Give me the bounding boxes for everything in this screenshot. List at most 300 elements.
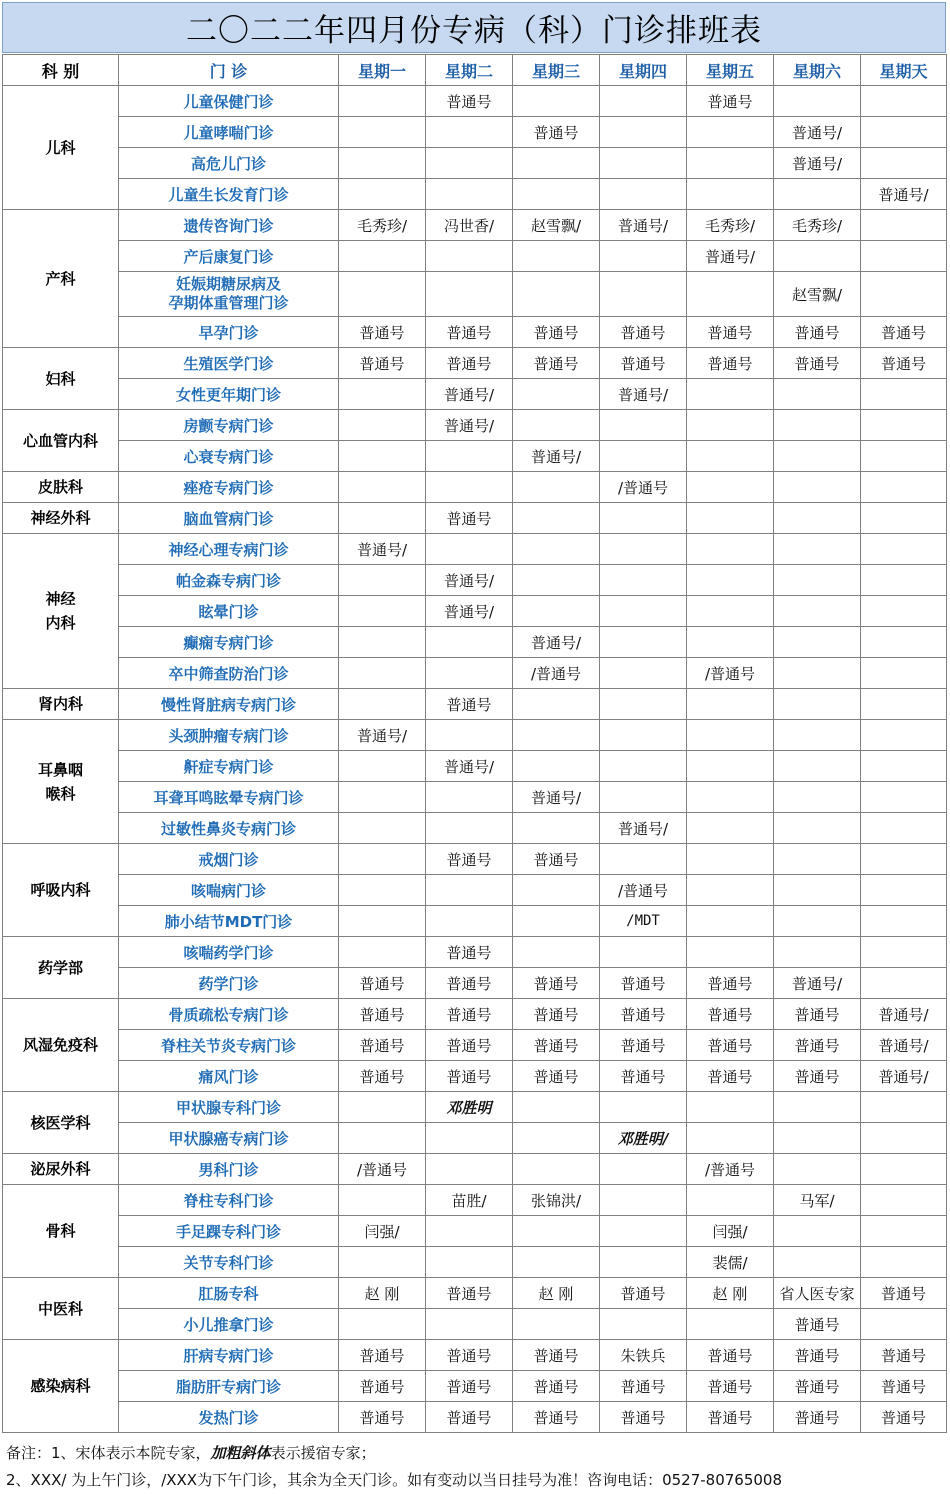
schedule-body xyxy=(3,86,947,1433)
schedule-cell-thu: 普通号 xyxy=(600,1402,687,1433)
schedule-cell-thu xyxy=(600,720,687,751)
clinic-name: 脂肪肝专病门诊 xyxy=(119,1371,339,1402)
schedule-cell-thu xyxy=(600,751,687,782)
schedule-cell-mon xyxy=(339,751,426,782)
schedule-cell-fri xyxy=(687,410,774,441)
schedule-cell-thu: 普通号 xyxy=(600,1371,687,1402)
table-row xyxy=(3,1061,947,1092)
schedule-cell-fri: 普通号 xyxy=(687,317,774,348)
table-row xyxy=(3,937,947,968)
schedule-cell-sat xyxy=(774,1247,861,1278)
table-row xyxy=(3,1123,947,1154)
schedule-cell-wed xyxy=(513,1154,600,1185)
schedule-cell-sat xyxy=(774,565,861,596)
schedule-cell-sat: 普通号 xyxy=(774,1030,861,1061)
schedule-cell-wed xyxy=(513,1309,600,1340)
schedule-cell-sun xyxy=(861,86,947,117)
schedule-cell-sun xyxy=(861,596,947,627)
table-row xyxy=(3,210,947,241)
schedule-cell-mon xyxy=(339,1309,426,1340)
schedule-cell-sun: 普通号 xyxy=(861,317,947,348)
schedule-cell-wed: 赵 刚 xyxy=(513,1278,600,1309)
table-row xyxy=(3,86,947,117)
schedule-cell-sun xyxy=(861,410,947,441)
table-row xyxy=(3,658,947,689)
schedule-cell-tue xyxy=(426,720,513,751)
schedule-cell-thu: 普通号 xyxy=(600,1278,687,1309)
schedule-cell-sun xyxy=(861,782,947,813)
schedule-cell-wed xyxy=(513,937,600,968)
table-row xyxy=(3,410,947,441)
clinic-name: 痛风门诊 xyxy=(119,1061,339,1092)
schedule-cell-mon xyxy=(339,596,426,627)
schedule-cell-tue xyxy=(426,658,513,689)
schedule-cell-fri xyxy=(687,906,774,937)
clinic-name: 神经心理专病门诊 xyxy=(119,534,339,565)
clinic-name: 脊柱关节炎专病门诊 xyxy=(119,1030,339,1061)
day-header-mon: 星期一 xyxy=(339,55,426,86)
clinic-name: 骨质疏松专病门诊 xyxy=(119,999,339,1030)
schedule-cell-fri: 普通号 xyxy=(687,968,774,999)
schedule-cell-tue: 普通号 xyxy=(426,317,513,348)
clinic-name: 房颤专病门诊 xyxy=(119,410,339,441)
dept-cell: 妇科 xyxy=(3,348,119,410)
schedule-cell-fri: /普通号 xyxy=(687,1154,774,1185)
clinic-name: 眩晕门诊 xyxy=(119,596,339,627)
schedule-cell-wed: 普通号 xyxy=(513,968,600,999)
schedule-cell-mon: 普通号 xyxy=(339,1030,426,1061)
schedule-cell-fri xyxy=(687,503,774,534)
schedule-cell-sat xyxy=(774,472,861,503)
schedule-cell-thu xyxy=(600,1092,687,1123)
schedule-cell-thu xyxy=(600,1216,687,1247)
schedule-cell-sun: 普通号 xyxy=(861,1340,947,1371)
schedule-cell-wed xyxy=(513,503,600,534)
schedule-cell-thu xyxy=(600,1154,687,1185)
schedule-cell-sun xyxy=(861,844,947,875)
schedule-cell-thu xyxy=(600,410,687,441)
schedule-cell-sat xyxy=(774,813,861,844)
schedule-cell-sun xyxy=(861,658,947,689)
clinic-name: 戒烟门诊 xyxy=(119,844,339,875)
schedule-cell-thu xyxy=(600,844,687,875)
schedule-cell-thu xyxy=(600,272,687,317)
day-header-tue: 星期二 xyxy=(426,55,513,86)
dept-cell: 泌尿外科 xyxy=(3,1154,119,1185)
schedule-cell-sat: 普通号/ xyxy=(774,968,861,999)
schedule-cell-mon: 普通号/ xyxy=(339,720,426,751)
note-line-1-prefix: 备注：1、宋体表示本院专家， xyxy=(6,1444,211,1462)
schedule-cell-tue xyxy=(426,627,513,658)
table-row xyxy=(3,534,947,565)
clinic-name: 耳聋耳鸣眩晕专病门诊 xyxy=(119,782,339,813)
schedule-cell-thu xyxy=(600,1247,687,1278)
table-row xyxy=(3,148,947,179)
schedule-cell-mon: 普通号 xyxy=(339,1340,426,1371)
schedule-cell-mon: 毛秀珍/ xyxy=(339,210,426,241)
schedule-cell-sun xyxy=(861,503,947,534)
schedule-cell-mon xyxy=(339,937,426,968)
schedule-cell-mon xyxy=(339,813,426,844)
schedule-cell-mon xyxy=(339,627,426,658)
clinic-name: 儿童保健门诊 xyxy=(119,86,339,117)
schedule-cell-mon xyxy=(339,148,426,179)
schedule-cell-wed: 普通号 xyxy=(513,1371,600,1402)
schedule-cell-sat xyxy=(774,1216,861,1247)
day-header-sun: 星期天 xyxy=(861,55,947,86)
schedule-cell-wed: 普通号/ xyxy=(513,627,600,658)
schedule-cell-tue xyxy=(426,1154,513,1185)
clinic-name: 肛肠专科 xyxy=(119,1278,339,1309)
table-row xyxy=(3,348,947,379)
schedule-cell-tue xyxy=(426,272,513,317)
schedule-cell-tue: 普通号/ xyxy=(426,565,513,596)
dept-cell: 感染病科 xyxy=(3,1340,119,1433)
schedule-cell-mon xyxy=(339,565,426,596)
schedule-cell-tue xyxy=(426,875,513,906)
schedule-cell-wed xyxy=(513,875,600,906)
schedule-cell-sun xyxy=(861,1216,947,1247)
table-row xyxy=(3,813,947,844)
schedule-cell-wed: 普通号 xyxy=(513,317,600,348)
table-row xyxy=(3,1185,947,1216)
schedule-cell-tue xyxy=(426,813,513,844)
schedule-cell-sat: 普通号/ xyxy=(774,117,861,148)
schedule-cell-sun xyxy=(861,1092,947,1123)
schedule-cell-wed xyxy=(513,1247,600,1278)
note-line-2: 2、XXX/ 为上午门诊，/XXX为下午门诊，其余为全天门诊。如有变动以当日挂号为准！咨询电话：0527-80765008 xyxy=(6,1471,783,1489)
schedule-cell-tue: 冯世香/ xyxy=(426,210,513,241)
schedule-cell-mon xyxy=(339,844,426,875)
schedule-cell-sun xyxy=(861,565,947,596)
clinic-name: 脊柱专科门诊 xyxy=(119,1185,339,1216)
schedule-cell-sun xyxy=(861,272,947,317)
schedule-cell-sat xyxy=(774,720,861,751)
schedule-cell-sun xyxy=(861,534,947,565)
schedule-cell-thu xyxy=(600,148,687,179)
table-row xyxy=(3,782,947,813)
schedule-cell-fri: 普通号 xyxy=(687,1061,774,1092)
clinic-name: 脑血管病门诊 xyxy=(119,503,339,534)
dept-cell: 心血管内科 xyxy=(3,410,119,472)
table-row xyxy=(3,1216,947,1247)
schedule-cell-fri: /普通号 xyxy=(687,658,774,689)
schedule-cell-tue xyxy=(426,534,513,565)
schedule-cell-sat xyxy=(774,844,861,875)
clinic-name xyxy=(119,272,339,317)
table-row xyxy=(3,1340,947,1371)
schedule-cell-sat: 普通号 xyxy=(774,1309,861,1340)
schedule-cell-sat xyxy=(774,1123,861,1154)
schedule-cell-thu: 普通号 xyxy=(600,317,687,348)
schedule-cell-sat xyxy=(774,875,861,906)
schedule-cell-tue: 普通号/ xyxy=(426,379,513,410)
schedule-cell-thu xyxy=(600,596,687,627)
clinic-name: 儿童哮喘门诊 xyxy=(119,117,339,148)
dept-name-line: 神经 xyxy=(45,590,76,608)
schedule-cell-sat xyxy=(774,1092,861,1123)
clinic-name: 鼾症专病门诊 xyxy=(119,751,339,782)
clinic-name: 过敏性鼻炎专病门诊 xyxy=(119,813,339,844)
schedule-cell-sun xyxy=(861,472,947,503)
schedule-cell-mon xyxy=(339,117,426,148)
schedule-cell-mon xyxy=(339,875,426,906)
schedule-cell-thu: 朱铁兵 xyxy=(600,1340,687,1371)
schedule-cell-fri xyxy=(687,379,774,410)
schedule-cell-wed xyxy=(513,241,600,272)
schedule-cell-wed xyxy=(513,379,600,410)
clinic-name: 帕金森专病门诊 xyxy=(119,565,339,596)
clinic-name: 高危儿门诊 xyxy=(119,148,339,179)
schedule-cell-fri xyxy=(687,534,774,565)
table-row xyxy=(3,317,947,348)
schedule-cell-fri xyxy=(687,1092,774,1123)
schedule-cell-mon xyxy=(339,906,426,937)
schedule-cell-wed: 普通号 xyxy=(513,844,600,875)
schedule-cell-thu: 普通号 xyxy=(600,1030,687,1061)
schedule-cell-wed: 赵雪飘/ xyxy=(513,210,600,241)
table-row xyxy=(3,379,947,410)
table-row xyxy=(3,565,947,596)
schedule-cell-sat xyxy=(774,751,861,782)
schedule-cell-fri xyxy=(687,627,774,658)
schedule-cell-thu xyxy=(600,1185,687,1216)
table-row xyxy=(3,751,947,782)
schedule-cell-fri xyxy=(687,937,774,968)
schedule-cell-tue: 普通号 xyxy=(426,937,513,968)
schedule-cell-sat xyxy=(774,241,861,272)
table-row xyxy=(3,875,947,906)
schedule-cell-thu xyxy=(600,658,687,689)
clinic-name: 心衰专病门诊 xyxy=(119,441,339,472)
schedule-cell-wed: 普通号 xyxy=(513,117,600,148)
schedule-cell-thu xyxy=(600,86,687,117)
schedule-cell-mon xyxy=(339,689,426,720)
schedule-cell-tue xyxy=(426,782,513,813)
schedule-cell-tue: 普通号 xyxy=(426,999,513,1030)
schedule-cell-wed xyxy=(513,472,600,503)
table-row xyxy=(3,1371,947,1402)
schedule-cell-sat xyxy=(774,627,861,658)
schedule-cell-fri: 普通号/ xyxy=(687,241,774,272)
schedule-cell-sun: 普通号 xyxy=(861,1371,947,1402)
schedule-cell-wed xyxy=(513,1123,600,1154)
page-title: 二〇二二年四月份专病（科）门诊排班表 xyxy=(2,2,946,53)
schedule-cell-wed xyxy=(513,272,600,317)
schedule-cell-wed: 普通号/ xyxy=(513,782,600,813)
schedule-cell-sun xyxy=(861,720,947,751)
schedule-cell-wed: 普通号 xyxy=(513,1061,600,1092)
clinic-name: 癫痫专病门诊 xyxy=(119,627,339,658)
schedule-cell-sun: 普通号 xyxy=(861,1278,947,1309)
schedule-cell-sat xyxy=(774,503,861,534)
schedule-cell-sat xyxy=(774,689,861,720)
schedule-cell-tue: 普通号 xyxy=(426,86,513,117)
table-row xyxy=(3,689,947,720)
dept-name-line: 耳鼻咽 xyxy=(37,760,83,779)
clinic-name-line: 孕期体重管理门诊 xyxy=(168,294,289,312)
clinic-name: 小儿推拿门诊 xyxy=(119,1309,339,1340)
schedule-cell-mon: 普通号/ xyxy=(339,534,426,565)
schedule-cell-mon xyxy=(339,1247,426,1278)
dept-cell: 骨科 xyxy=(3,1185,119,1278)
schedule-cell-mon: 赵 刚 xyxy=(339,1278,426,1309)
clinic-name: 男科门诊 xyxy=(119,1154,339,1185)
schedule-cell-sun xyxy=(861,241,947,272)
clinic-name: 药学门诊 xyxy=(119,968,339,999)
schedule-cell-mon: 普通号 xyxy=(339,317,426,348)
schedule-cell-thu: /普通号 xyxy=(600,875,687,906)
dept-cell xyxy=(3,534,119,689)
note-line-1-emph: 加粗斜体 xyxy=(210,1444,271,1462)
schedule-cell-tue: 普通号 xyxy=(426,968,513,999)
schedule-cell-fri xyxy=(687,782,774,813)
schedule-cell-wed xyxy=(513,565,600,596)
clinic-name: 早孕门诊 xyxy=(119,317,339,348)
schedule-cell-thu xyxy=(600,503,687,534)
schedule-cell-mon xyxy=(339,241,426,272)
day-header-fri: 星期五 xyxy=(687,55,774,86)
schedule-cell-mon xyxy=(339,272,426,317)
schedule-cell-thu xyxy=(600,441,687,472)
schedule-cell-sun xyxy=(861,627,947,658)
schedule-cell-mon xyxy=(339,658,426,689)
schedule-cell-tue xyxy=(426,117,513,148)
schedule-cell-wed xyxy=(513,148,600,179)
table-row xyxy=(3,596,947,627)
schedule-cell-mon xyxy=(339,410,426,441)
schedule-cell-sat xyxy=(774,1154,861,1185)
schedule-table xyxy=(2,54,947,1433)
schedule-cell-sat xyxy=(774,596,861,627)
dept-cell: 产科 xyxy=(3,210,119,348)
schedule-cell-sat: 马军/ xyxy=(774,1185,861,1216)
schedule-cell-thu: 普通号/ xyxy=(600,210,687,241)
dept-cell: 核医学科 xyxy=(3,1092,119,1154)
schedule-cell-fri xyxy=(687,1185,774,1216)
schedule-cell-tue: 邓胜明 xyxy=(426,1092,513,1123)
table-row xyxy=(3,906,947,937)
schedule-cell-mon xyxy=(339,1092,426,1123)
clinic-name: 痤疮专病门诊 xyxy=(119,472,339,503)
schedule-cell-sat xyxy=(774,534,861,565)
dept-cell: 皮肤科 xyxy=(3,472,119,503)
schedule-cell-sat xyxy=(774,179,861,210)
table-row xyxy=(3,627,947,658)
schedule-cell-fri xyxy=(687,689,774,720)
schedule-cell-wed: 普通号 xyxy=(513,1402,600,1433)
schedule-cell-fri xyxy=(687,441,774,472)
schedule-cell-mon: 普通号 xyxy=(339,1061,426,1092)
schedule-cell-tue: 普通号 xyxy=(426,1030,513,1061)
schedule-cell-sun xyxy=(861,751,947,782)
note-line-1-suffix: 表示援宿专家； xyxy=(270,1444,376,1462)
clinic-name: 手足踝专科门诊 xyxy=(119,1216,339,1247)
schedule-cell-mon: 普通号 xyxy=(339,968,426,999)
schedule-cell-thu xyxy=(600,179,687,210)
schedule-cell-thu xyxy=(600,627,687,658)
schedule-cell-fri xyxy=(687,844,774,875)
dept-cell: 呼吸内科 xyxy=(3,844,119,937)
schedule-cell-sun xyxy=(861,379,947,410)
dept-name-line: 内科 xyxy=(45,614,76,632)
table-row xyxy=(3,844,947,875)
schedule-cell-sun xyxy=(861,1154,947,1185)
schedule-cell-mon: /普通号 xyxy=(339,1154,426,1185)
schedule-cell-sun: 普通号 xyxy=(861,1402,947,1433)
schedule-cell-sun xyxy=(861,117,947,148)
schedule-cell-sat: 普通号 xyxy=(774,1340,861,1371)
schedule-cell-sat xyxy=(774,658,861,689)
schedule-cell-tue: 普通号/ xyxy=(426,751,513,782)
schedule-cell-mon xyxy=(339,179,426,210)
table-row xyxy=(3,999,947,1030)
schedule-cell-tue: 普通号 xyxy=(426,348,513,379)
table-row xyxy=(3,179,947,210)
schedule-cell-fri: 普通号 xyxy=(687,348,774,379)
schedule-cell-fri xyxy=(687,117,774,148)
schedule-cell-fri: 闫强/ xyxy=(687,1216,774,1247)
schedule-cell-sat: 普通号 xyxy=(774,1371,861,1402)
schedule-cell-sat: 省人医专家 xyxy=(774,1278,861,1309)
schedule-cell-tue: 普通号/ xyxy=(426,410,513,441)
table-row xyxy=(3,720,947,751)
schedule-cell-thu: 普通号 xyxy=(600,968,687,999)
dept-cell: 儿科 xyxy=(3,86,119,210)
schedule-cell-sun xyxy=(861,1309,947,1340)
schedule-cell-thu: 普通号/ xyxy=(600,379,687,410)
clinic-name: 肺小结节MDT门诊 xyxy=(119,906,339,937)
schedule-cell-thu: 普通号 xyxy=(600,348,687,379)
schedule-cell-tue xyxy=(426,179,513,210)
schedule-cell-tue: 普通号 xyxy=(426,1278,513,1309)
schedule-cell-mon xyxy=(339,1123,426,1154)
schedule-cell-sun xyxy=(861,813,947,844)
schedule-cell-mon: 普通号 xyxy=(339,1402,426,1433)
table-row xyxy=(3,117,947,148)
clinic-name: 关节专科门诊 xyxy=(119,1247,339,1278)
clinic-name: 肝病专病门诊 xyxy=(119,1340,339,1371)
dept-cell: 神经外科 xyxy=(3,503,119,534)
schedule-cell-sat: 普通号 xyxy=(774,317,861,348)
schedule-cell-fri: 普通号 xyxy=(687,1340,774,1371)
schedule-cell-thu xyxy=(600,937,687,968)
table-row xyxy=(3,1030,947,1061)
schedule-cell-wed xyxy=(513,720,600,751)
schedule-cell-sun xyxy=(861,210,947,241)
schedule-cell-sun xyxy=(861,689,947,720)
note-line-1 xyxy=(6,1440,946,1467)
schedule-cell-tue xyxy=(426,441,513,472)
schedule-cell-sun xyxy=(861,1185,947,1216)
schedule-cell-wed: 普通号 xyxy=(513,1030,600,1061)
dept-cell xyxy=(3,720,119,844)
clinic-name: 卒中筛查防治门诊 xyxy=(119,658,339,689)
schedule-cell-fri xyxy=(687,813,774,844)
schedule-cell-sun xyxy=(861,1123,947,1154)
clinic-name: 发热门诊 xyxy=(119,1402,339,1433)
schedule-cell-mon xyxy=(339,472,426,503)
schedule-cell-sat xyxy=(774,441,861,472)
schedule-cell-tue: 普通号 xyxy=(426,1061,513,1092)
schedule-cell-wed: 普通号 xyxy=(513,348,600,379)
schedule-cell-sat: 普通号 xyxy=(774,999,861,1030)
clinic-name: 慢性肾脏病专病门诊 xyxy=(119,689,339,720)
schedule-cell-fri: 普通号 xyxy=(687,86,774,117)
schedule-cell-tue xyxy=(426,241,513,272)
schedule-cell-sat: 赵雪飘/ xyxy=(774,272,861,317)
schedule-cell-wed xyxy=(513,86,600,117)
